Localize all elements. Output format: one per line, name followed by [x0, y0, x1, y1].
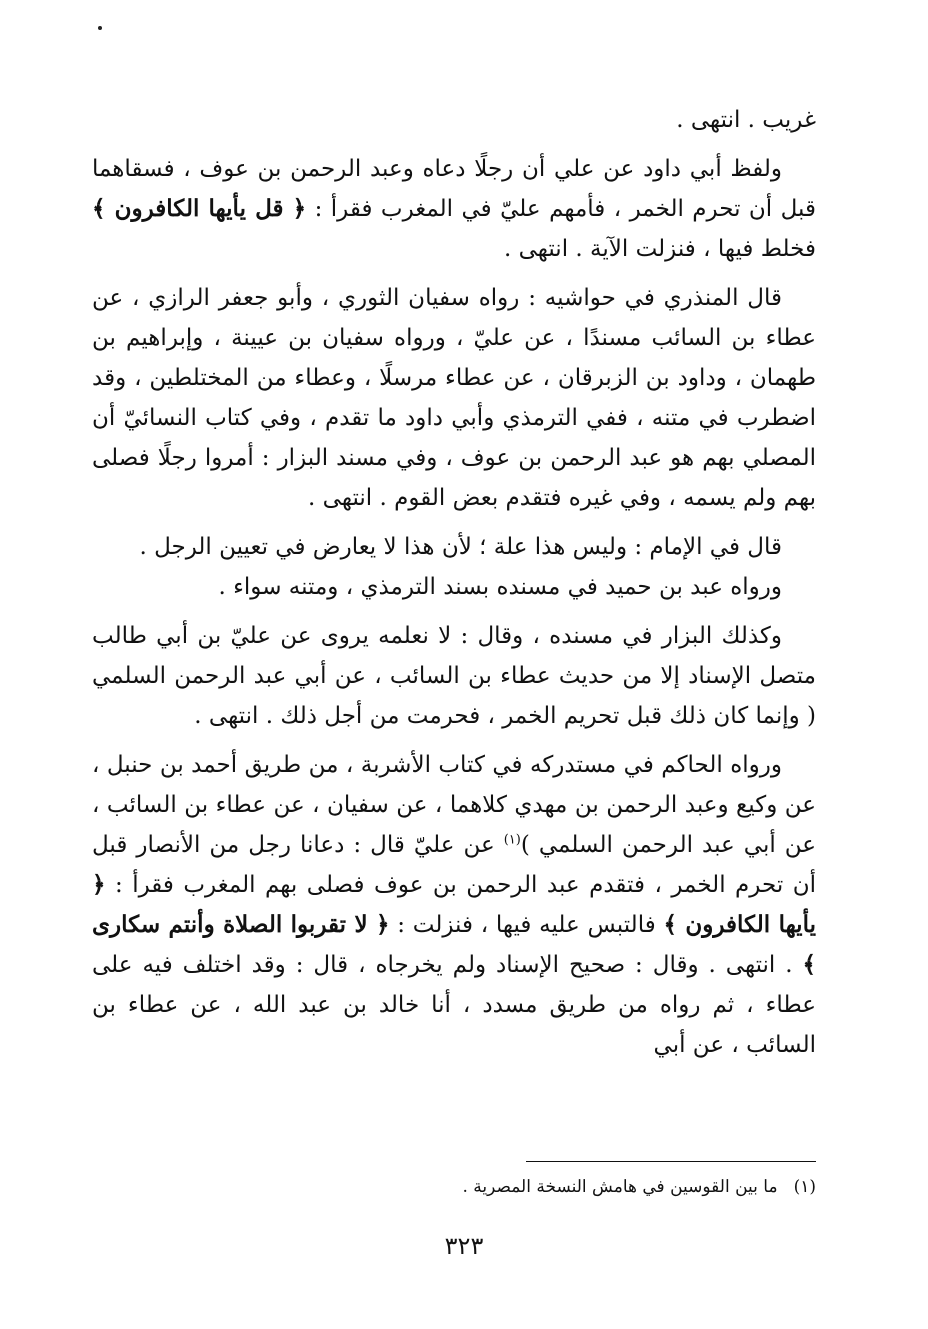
footnote-marker[interactable]: (١) — [503, 832, 521, 848]
footnote-divider — [526, 1161, 816, 1162]
page-number: ٣٢٣ — [444, 1232, 484, 1260]
page-speck — [98, 26, 102, 30]
footnote-number: (١) — [793, 1177, 816, 1197]
quran-quote: ﴿ قل يأيها الكافرون ﴾ — [92, 195, 307, 222]
quran-quote: ﴿ لا تقربوا الصلاة وأنتم سكارى ﴾ — [92, 911, 816, 978]
footnote — [92, 1174, 816, 1200]
paragraph: ورواه عبد بن حميد في مسنده بسند الترمذي ، ومتنه سواء . — [218, 574, 782, 600]
paragraph: ولفظ أبي داود عن علي أن رجلًا دعاه وعبد الرحمن بن عوف ، فسقاهما قبل أن تحرم الخمر ، فأمهم عليّ في المغرب فقرأ : ﴿ قل يأيها الكافرون ﴾ فخلط فيها ، فنزلت الآية . انتهى . — [92, 156, 816, 262]
paragraph: وكذلك البزار في مسنده ، وقال : لا نعلمه يروى عن عليّ بن أبي طالب متصل الإسناد إلا من حديث عطاء بن السائب ، عن أبي عبد الرحمن السلمي ( وإنما كان ذلك قبل تحريم الخمر ، فحرمت من أجل ذلك . انتهى . — [92, 623, 816, 729]
main-text — [92, 100, 816, 1074]
footnote-text: ما بين القوسين في هامش النسخة المصرية . — [462, 1177, 778, 1197]
quran-quote: ﴿ يأيها الكافرون ﴾ — [92, 871, 816, 938]
paragraph: قال المنذري في حواشيه : رواه سفيان الثوري ، وأبو جعفر الرازي ، عن عطاء بن السائب مسندًا ، عن عليّ ، ورواه سفيان بن عيينة ، وإبراهيم بن طهمان ، وداود بن الزبرقان ، عن عطاء مرسلًا ، وعطاء من المختلطين ، وقد اضطرب في متنه ، ففي الترمذي وأبي داود ما تقدم ، وفي كتاب النسائيّ أن المصلي بهم هو عبد الرحمن بن عوف ، وفي مسند البزار : أمروا رجلًا فصلى بهم ولم يسمه ، وفي غيره فتقدم بعض القوم . انتهى . — [92, 285, 816, 511]
paragraph: قال في الإمام : وليس هذا علة ؛ لأن هذا لا يعارض في تعيين الرجل . — [139, 534, 782, 560]
paragraph: ورواه الحاكم في مستدركه في كتاب الأشربة ، من طريق أحمد بن حنبل ، عن وكيع وعبد الرحمن بن مهدي كلاهما ، عن سفيان ، عن عطاء بن السائب ، عن أبي عبد الرحمن السلمي )$^{(١)}$ عن عليّ قال : دعانا رجل من الأنصار قبل أن تحرم الخمر ، فتقدم عبد الرحمن بن عوف فصلى بهم المغرب فقرأ : ﴿ يأيها الكافرون ﴾ فالتبس عليه فيها ، فنزلت : ﴿ لا تقربوا الصلاة وأنتم سكارى ﴾ . انتهى . وقال : صحيح الإسناد ولم يخرجاه ، قال : وقد اختلف فيه على عطاء ، ثم رواه من طريق مسدد ، أنا خالد بن عبد الله ، عن عطاء بن السائب ، عن أبي — [92, 752, 816, 1058]
paragraph: غريب . انتهى . — [676, 107, 816, 133]
